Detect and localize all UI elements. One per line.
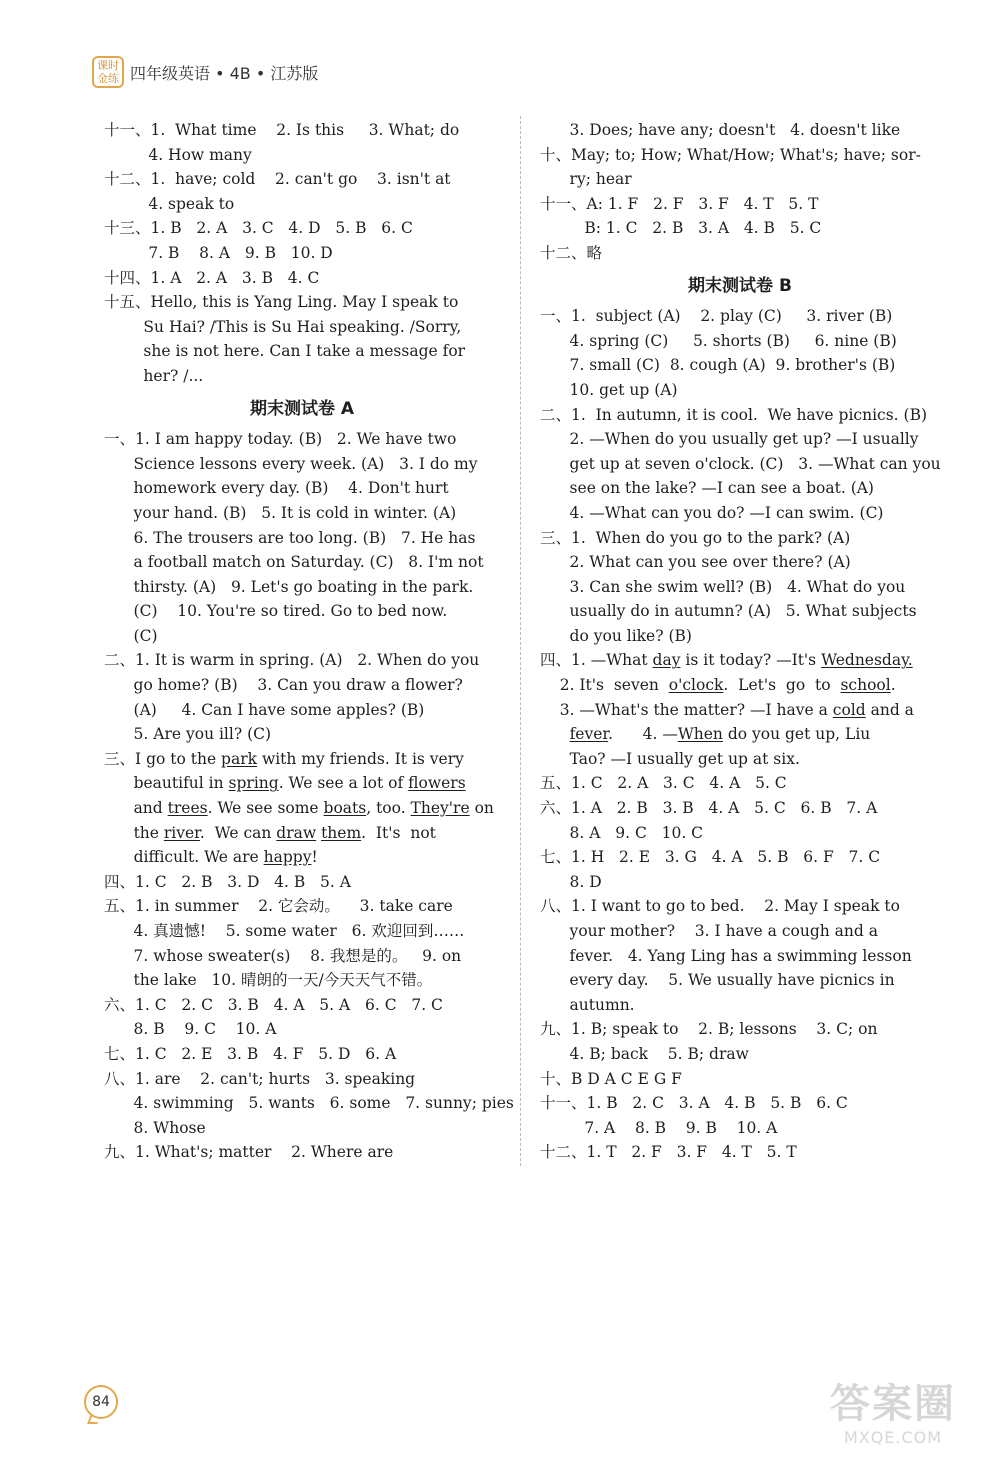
answer-line: 十二、略 xyxy=(540,243,603,262)
answer-line: 4. swimming 5. wants 6. some 7. sunny; pies xyxy=(104,1094,514,1113)
answer-line: 九、1. B; speak to 2. B; lessons 3. C; on xyxy=(540,1020,878,1039)
answer-line: 3. Does; have any; doesn't 4. doesn't like xyxy=(540,121,901,139)
watermark xyxy=(808,1380,978,1460)
answer-line: 3. Can she swim well? (B) 4. What do you xyxy=(540,577,906,596)
watermark-text: 答案圈 xyxy=(830,1381,956,1427)
answers-block-b xyxy=(540,304,940,648)
answer-line: 4. speak to xyxy=(104,194,235,213)
answer-line: 三、I go to the park with my friends. It is very xyxy=(104,749,464,768)
page-header xyxy=(92,54,318,90)
answers-block-1 xyxy=(104,118,500,389)
answer-line: she is not here. Can I take a message for xyxy=(104,342,466,361)
answer-line: 九、1. What's; matter 2. Where are xyxy=(104,1143,394,1162)
answer-line: 3. —What's the matter? —I have a cold and a xyxy=(540,700,914,719)
answer-line: 4. How many xyxy=(104,145,252,164)
answer-line: 4. spring (C) 5. shorts (B) 6. nine (B) xyxy=(540,331,897,350)
answer-line: 2. —When do you usually get up? —I usually xyxy=(540,430,919,449)
answer-line: her? /... xyxy=(104,366,204,385)
answer-q4-dialogues xyxy=(540,648,940,771)
section-title-a: 期末测试卷 A xyxy=(249,398,355,419)
answer-line: 7. A 8. B 9. B 10. A xyxy=(540,1118,778,1137)
answer-line: 十一、A: 1. F 2. F 3. F 4. T 5. T xyxy=(540,194,819,213)
answer-line: 五、1. C 2. A 3. C 4. A 5. C xyxy=(540,774,787,793)
right-column xyxy=(540,118,940,1165)
answer-line: 7. B 8. A 9. B 10. D xyxy=(104,243,333,262)
answer-line: 十、B D A C E G F xyxy=(540,1069,682,1088)
answer-line: usually do in autumn? (A) 5. What subjects xyxy=(540,602,917,621)
answer-line: 七、1. C 2. E 3. B 4. F 5. D 6. A xyxy=(104,1044,397,1063)
page-number: 84 xyxy=(84,1385,118,1419)
answer-line: 十、May; to; How; What/How; What's; have; sor- xyxy=(540,145,921,164)
watermark-url: MXQE.COM xyxy=(843,1428,943,1447)
answers-block-2 xyxy=(540,118,940,266)
answer-line: autumn. xyxy=(540,995,635,1014)
answer-line: 五、1. in summer 2. 它会动。 3. take care xyxy=(104,897,453,916)
answer-line: 六、1. C 2. C 3. B 4. A 5. A 6. C 7. C xyxy=(104,995,443,1014)
answer-line: 十三、1. B 2. A 3. C 4. D 5. B 6. C xyxy=(104,219,413,238)
answer-line: fever. 4. Yang Ling has a swimming lesson xyxy=(540,946,912,965)
answer-line: B: 1. C 2. B 3. A 4. B 5. C xyxy=(540,219,822,238)
answer-line: 六、1. A 2. B 3. B 4. A 5. C 6. B 7. A xyxy=(540,799,878,818)
answer-line: and trees. We see some boats, too. They're on xyxy=(133,799,494,818)
answer-line: 十二、1. T 2. F 3. F 4. T 5. T xyxy=(540,1143,797,1162)
answer-line: 十二、1. have; cold 2. can't go 3. isn't at xyxy=(104,170,451,189)
answer-line: 8. A 9. C 10. C xyxy=(540,823,704,842)
answer-line: (C) xyxy=(104,626,158,645)
answer-line: 8. Whose xyxy=(104,1118,206,1137)
answer-line: 三、1. When do you go to the park? (A) xyxy=(540,528,851,547)
answer-line: do you like? (B) xyxy=(540,626,692,645)
answer-line: 4. B; back 5. B; draw xyxy=(540,1044,749,1063)
answer-line: 七、1. H 2. E 3. G 4. A 5. B 6. F 7. C xyxy=(540,848,881,867)
answer-line: 八、1. are 2. can't; hurts 3. speaking xyxy=(104,1069,416,1088)
answer-line: 10. get up (A) xyxy=(540,380,678,399)
answer-line: beautiful in spring. We see a lot of flowers xyxy=(133,774,466,793)
answer-line: Su Hai? /This is Su Hai speaking. /Sorry, xyxy=(104,317,462,336)
answer-line: homework every day. (B) 4. Don't hurt xyxy=(104,479,449,498)
answer-line: go home? (B) 3. Can you draw a flower? xyxy=(104,676,463,695)
left-column xyxy=(104,118,514,1165)
answer-line: the river. We can draw them. It's not xyxy=(133,823,436,842)
answer-line: 八、1. I want to go to bed. 2. May I speak to xyxy=(540,897,900,916)
answer-line: the lake 10. 晴朗的一天/今天天气不错。 xyxy=(104,971,433,990)
answer-line: a football match on Saturday. (C) 8. I'm not xyxy=(104,553,484,572)
section-title-b: 期末测试卷 B xyxy=(688,275,792,296)
answer-line: 四、1. —What day is it today? —It's Wednesday. xyxy=(540,651,913,670)
answer-line: 二、1. In autumn, it is cool. We have picnics. (B) xyxy=(540,405,928,424)
answer-line: difficult. We are happy! xyxy=(133,848,318,867)
answer-line: 一、1. I am happy today. (B) 2. We have two xyxy=(104,430,457,449)
answer-line: 一、1. subject (A) 2. play (C) 3. river (B) xyxy=(540,307,893,326)
column-divider xyxy=(520,116,521,1166)
answer-line: 8. B 9. C 10. A xyxy=(104,1020,277,1039)
answers-block-b-end xyxy=(540,771,940,1165)
answer-line: 四、1. C 2. B 3. D 4. B 5. A xyxy=(104,872,351,891)
answer-line: fever. 4. —When do you get up, Liu xyxy=(569,725,871,744)
answer-line: 2. What can you see over there? (A) xyxy=(540,553,851,572)
answer-line: 二、1. It is warm in spring. (A) 2. When do you xyxy=(104,651,480,670)
answers-block-a xyxy=(104,427,500,747)
answer-line: your mother? 3. I have a cough and a xyxy=(540,922,878,940)
answer-line: 8. D xyxy=(540,872,602,891)
answer-line: 7. whose sweater(s) 8. 我想是的。 9. on xyxy=(104,946,462,965)
answer-line: see on the lake? —I can see a boat. (A) xyxy=(540,479,874,498)
series-logo: 课时 金练 xyxy=(92,56,124,88)
answer-line: thirsty. (A) 9. Let's go boating in the park. xyxy=(104,577,474,596)
answer-line: Science lessons every week. (A) 3. I do my xyxy=(104,454,478,473)
answer-q3-passage xyxy=(104,747,500,870)
answer-line: 十五、Hello, this is Yang Ling. May I speak to xyxy=(104,293,459,312)
answer-line: 十一、1. What time 2. Is this 3. What; do xyxy=(104,121,460,139)
answer-line: 5. Are you ill? (C) xyxy=(104,725,272,744)
answer-line: Tao? —I usually get up at six. xyxy=(569,749,800,768)
answer-line: get up at seven o'clock. (C) 3. —What can you xyxy=(540,454,941,473)
answer-line: 十四、1. A 2. A 3. B 4. C xyxy=(104,268,320,287)
answer-line: every day. 5. We usually have picnics in xyxy=(540,971,895,990)
answer-line: your hand. (B) 5. It is cold in winter. (A) xyxy=(104,503,457,522)
answer-line: 6. The trousers are too long. (B) 7. He has xyxy=(104,528,476,547)
answer-line: (A) 4. Can I have some apples? (B) xyxy=(104,700,425,719)
answer-line: ry; hear xyxy=(540,170,632,189)
book-title: 四年级英语 • 4B • 江苏版 xyxy=(130,63,319,83)
answer-line: 7. small (C) 8. cough (A) 9. brother's (B) xyxy=(540,356,896,375)
answers-block-a-end xyxy=(104,870,514,1165)
answer-line: 十一、1. B 2. C 3. A 4. B 5. B 6. C xyxy=(540,1094,848,1113)
answer-line: 4. —What can you do? —I can swim. (C) xyxy=(540,503,884,522)
answer-line: (C) 10. You're so tired. Go to bed now. xyxy=(104,602,448,621)
answer-line: 2. It's seven o'clock. Let's go to school. xyxy=(540,676,896,695)
answer-line: 4. 真遗憾! 5. some water 6. 欢迎回到…… xyxy=(104,922,465,940)
